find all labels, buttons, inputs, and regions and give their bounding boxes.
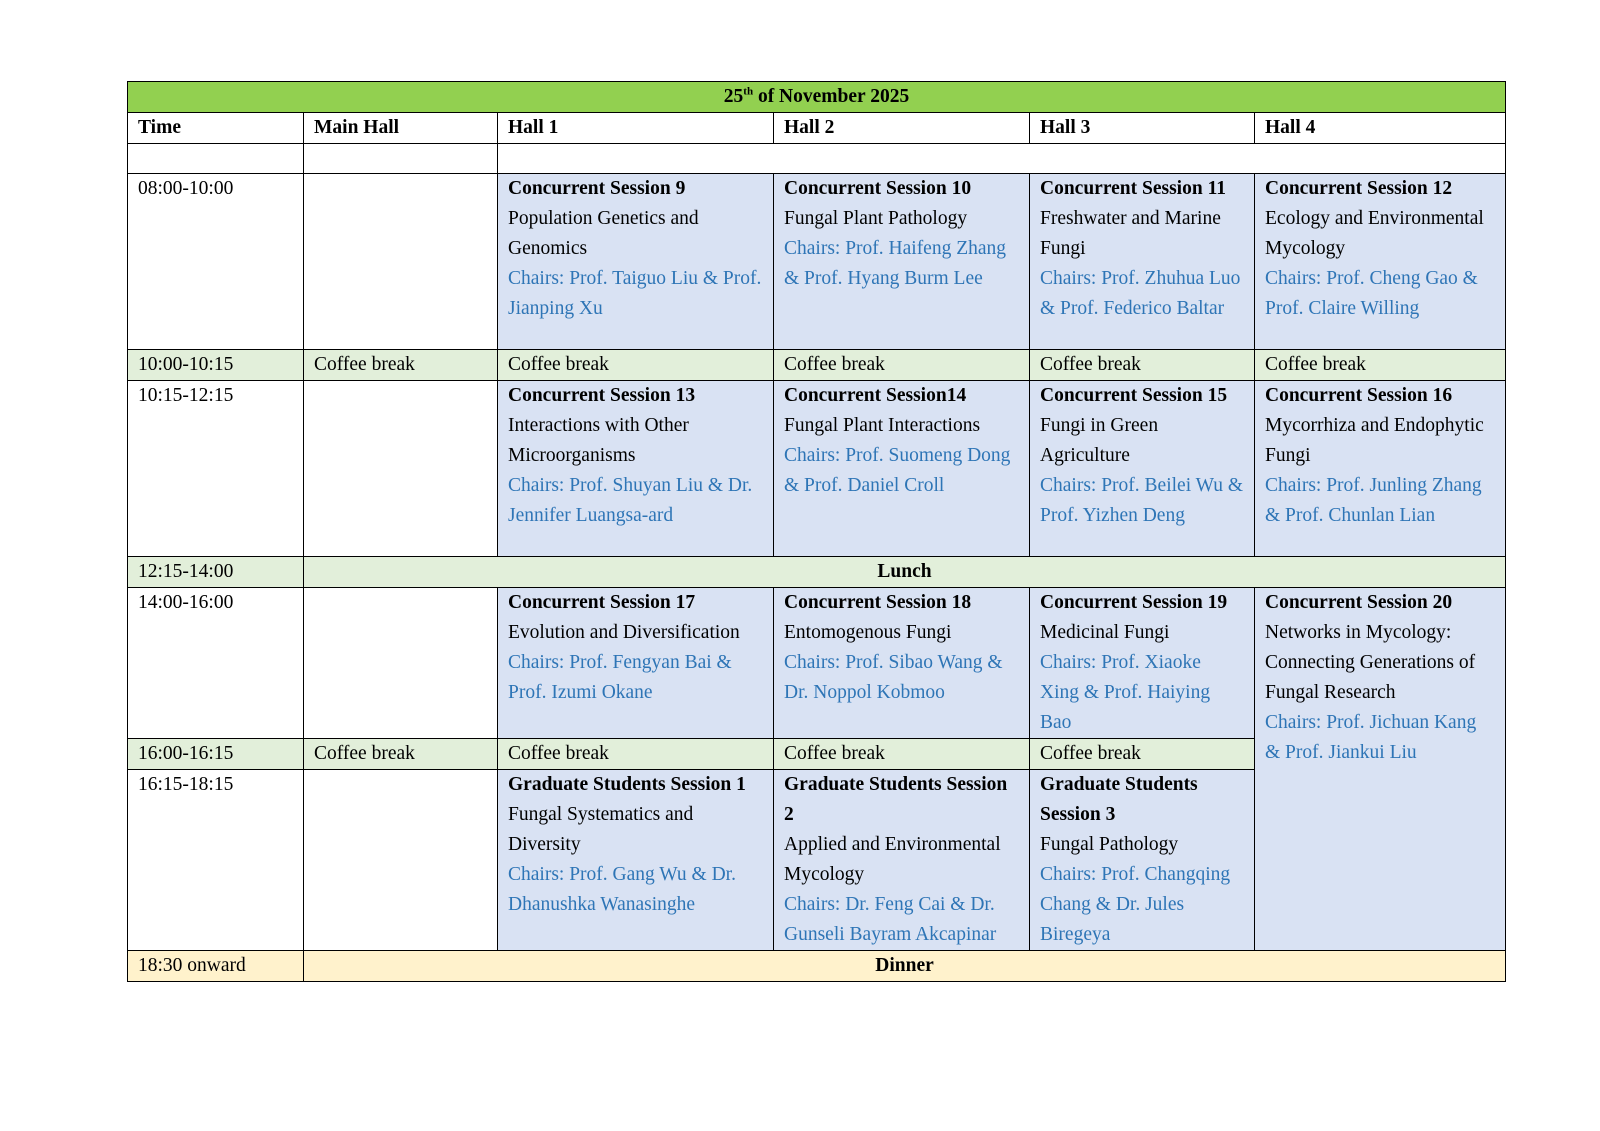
session-chairs: Chairs: Prof. Suomeng Dong & Prof. Daniel Croll bbox=[784, 445, 1011, 496]
session-topic: Fungal Pathology bbox=[1040, 834, 1179, 855]
session-chairs: Chairs: Prof. Fengyan Bai & Prof. Izumi Okane bbox=[508, 652, 732, 703]
session-title: Concurrent Session14 bbox=[784, 385, 967, 406]
coffee-break-cell: Coffee break bbox=[1255, 350, 1506, 381]
session-topic: Mycorrhiza and Endophytic Fungi bbox=[1265, 415, 1484, 466]
main-hall-cell bbox=[304, 588, 498, 739]
session-topic: Freshwater and Marine Fungi bbox=[1040, 208, 1221, 259]
session-topic: Fungi in Green Agriculture bbox=[1040, 415, 1159, 466]
session-cell bbox=[1255, 588, 1506, 951]
session-topic: Ecology and Environmental Mycology bbox=[1265, 208, 1484, 259]
session-topic: Fungal Plant Interactions bbox=[784, 415, 981, 436]
session-title: Concurrent Session 12 bbox=[1265, 178, 1453, 199]
time-cell: 18:30 onward bbox=[128, 951, 304, 982]
time-cell: 16:15-18:15 bbox=[128, 770, 304, 951]
session-cell bbox=[774, 770, 1030, 951]
header-time: Time bbox=[128, 113, 304, 144]
empty-cell bbox=[498, 144, 1506, 174]
session-topic: Interactions with Other Microorganisms bbox=[508, 415, 689, 466]
session-title: Graduate Students Session 1 bbox=[508, 774, 746, 795]
date-title: 25th of November 2025 bbox=[128, 82, 1506, 113]
time-cell: 10:15-12:15 bbox=[128, 381, 304, 557]
schedule-table bbox=[127, 81, 1506, 982]
session-topic: Networks in Mycology: Connecting Generations of Fungal Research bbox=[1265, 622, 1476, 703]
session-cell bbox=[1030, 174, 1255, 350]
session-title: Concurrent Session 11 bbox=[1040, 178, 1226, 199]
time-slot-row bbox=[128, 588, 1506, 739]
header-hall-1: Hall 1 bbox=[498, 113, 774, 144]
header-hall-2: Hall 2 bbox=[774, 113, 1030, 144]
session-cell bbox=[774, 174, 1030, 350]
session-chairs: Chairs: Dr. Feng Cai & Dr. Gunseli Bayram Akcapinar bbox=[784, 894, 997, 945]
lunch-cell: Lunch bbox=[304, 557, 1506, 588]
session-title: Graduate Students Session 2 bbox=[784, 774, 1008, 825]
session-chairs: Chairs: Prof. Haifeng Zhang & Prof. Hyang Burm Lee bbox=[784, 238, 1007, 289]
coffee-break-cell: Coffee break bbox=[304, 739, 498, 770]
session-cell bbox=[1255, 174, 1506, 350]
main-hall-cell bbox=[304, 770, 498, 951]
session-title: Concurrent Session 19 bbox=[1040, 592, 1228, 613]
main-hall-cell bbox=[304, 174, 498, 350]
session-chairs: Chairs: Prof. Jichuan Kang & Prof. Jiankui Liu bbox=[1265, 712, 1477, 763]
session-chairs: Chairs: Prof. Cheng Gao & Prof. Claire Willing bbox=[1265, 268, 1478, 319]
time-cell: 14:00-16:00 bbox=[128, 588, 304, 739]
session-title: Concurrent Session 13 bbox=[508, 385, 696, 406]
session-cell bbox=[498, 588, 774, 739]
session-cell bbox=[498, 770, 774, 951]
session-cell bbox=[774, 588, 1030, 739]
session-chairs: Chairs: Prof. Sibao Wang & Dr. Noppol Kobmoo bbox=[784, 652, 1003, 703]
coffee-break-row bbox=[128, 350, 1506, 381]
empty-cell bbox=[304, 144, 498, 174]
main-hall-cell bbox=[304, 381, 498, 557]
session-chairs: Chairs: Prof. Zhuhua Luo & Prof. Federico Baltar bbox=[1040, 268, 1241, 319]
session-title: Concurrent Session 16 bbox=[1265, 385, 1453, 406]
coffee-break-cell: Coffee break bbox=[498, 350, 774, 381]
session-topic: Fungal Systematics and Diversity bbox=[508, 804, 694, 855]
time-slot-row bbox=[128, 174, 1506, 350]
session-title: Concurrent Session 20 bbox=[1265, 592, 1453, 613]
header-hall-3: Hall 3 bbox=[1030, 113, 1255, 144]
session-chairs: Chairs: Prof. Beilei Wu & Prof. Yizhen Deng bbox=[1040, 475, 1244, 526]
session-chairs: Chairs: Prof. Shuyan Liu & Dr. Jennifer Luangsa-ard bbox=[508, 475, 753, 526]
session-cell bbox=[498, 381, 774, 557]
session-title: Concurrent Session 15 bbox=[1040, 385, 1228, 406]
session-title: Concurrent Session 9 bbox=[508, 178, 686, 199]
session-cell bbox=[774, 381, 1030, 557]
session-title: Graduate Students Session 3 bbox=[1040, 774, 1198, 825]
blank-row bbox=[128, 144, 1506, 174]
session-title: Concurrent Session 10 bbox=[784, 178, 972, 199]
session-topic: Entomogenous Fungi bbox=[784, 622, 952, 643]
session-chairs: Chairs: Prof. Changqing Chang & Dr. Jules Biregeya bbox=[1040, 864, 1231, 945]
session-cell bbox=[498, 174, 774, 350]
session-chairs: Chairs: Prof. Junling Zhang & Prof. Chunlan Lian bbox=[1265, 475, 1482, 526]
session-cell bbox=[1030, 381, 1255, 557]
coffee-break-cell: Coffee break bbox=[1030, 739, 1255, 770]
coffee-break-cell: Coffee break bbox=[774, 739, 1030, 770]
session-topic: Fungal Plant Pathology bbox=[784, 208, 968, 229]
header-hall-4: Hall 4 bbox=[1255, 113, 1506, 144]
time-cell: 08:00-10:00 bbox=[128, 174, 304, 350]
session-title: Concurrent Session 17 bbox=[508, 592, 696, 613]
time-cell: 10:00-10:15 bbox=[128, 350, 304, 381]
dinner-cell: Dinner bbox=[304, 951, 1506, 982]
lunch-row bbox=[128, 557, 1506, 588]
time-cell: 12:15-14:00 bbox=[128, 557, 304, 588]
coffee-break-cell: Coffee break bbox=[304, 350, 498, 381]
session-cell bbox=[1255, 381, 1506, 557]
empty-cell bbox=[128, 144, 304, 174]
header-row bbox=[128, 113, 1506, 144]
session-topic: Evolution and Diversification bbox=[508, 622, 740, 643]
session-cell bbox=[1030, 588, 1255, 739]
coffee-break-cell: Coffee break bbox=[498, 739, 774, 770]
session-chairs: Chairs: Prof. Taiguo Liu & Prof. Jianping Xu bbox=[508, 268, 762, 319]
time-cell: 16:00-16:15 bbox=[128, 739, 304, 770]
coffee-break-cell: Coffee break bbox=[774, 350, 1030, 381]
session-chairs: Chairs: Prof. Xiaoke Xing & Prof. Haiying Bao bbox=[1040, 652, 1211, 733]
session-topic: Medicinal Fungi bbox=[1040, 622, 1170, 643]
time-slot-row bbox=[128, 381, 1506, 557]
date-title-row bbox=[128, 82, 1506, 113]
header-main-hall: Main Hall bbox=[304, 113, 498, 144]
session-topic: Applied and Environmental Mycology bbox=[784, 834, 1001, 885]
session-title: Concurrent Session 18 bbox=[784, 592, 972, 613]
coffee-break-cell: Coffee break bbox=[1030, 350, 1255, 381]
dinner-row bbox=[128, 951, 1506, 982]
session-chairs: Chairs: Prof. Gang Wu & Dr. Dhanushka Wanasinghe bbox=[508, 864, 736, 915]
session-cell bbox=[1030, 770, 1255, 951]
session-topic: Population Genetics and Genomics bbox=[508, 208, 699, 259]
